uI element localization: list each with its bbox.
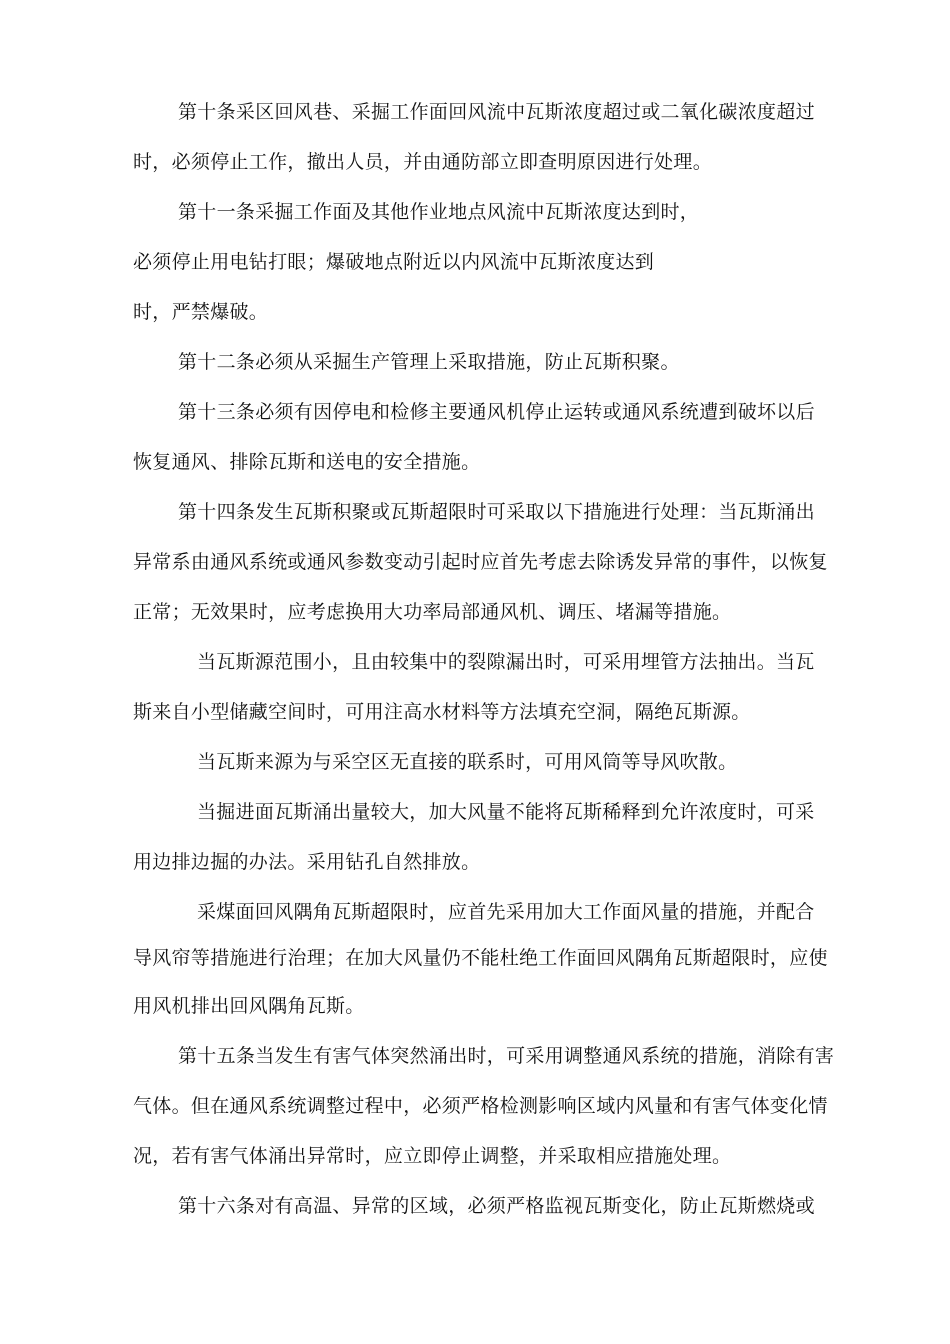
text-line-3: 第十一条采掘工作面及其他作业地点风流中瓦斯浓度达到时，: [178, 201, 700, 223]
text-line-10: 异常系由通风系统或通风参数变动引起时应首先考虑去除诱发异常的事件，以恢复: [133, 551, 828, 573]
text-line-1: 第十条采区回风巷、采掘工作面回风流中瓦斯浓度超过或二氧化碳浓度超过: [178, 101, 815, 123]
text-line-2: 时，必须停止工作，撤出人员，并由通防部立即查明原因进行处理。: [133, 151, 713, 173]
text-line-13: 斯来自小型储藏空间时，可用注高水材料等方法填充空洞，隔绝瓦斯源。: [133, 701, 751, 723]
text-line-9: 第十四条发生瓦斯积聚或瓦斯超限时可采取以下措施进行处理：当瓦斯涌出: [178, 501, 815, 523]
text-line-18: 导风帘等措施进行治理；在加大风量仍不能杜绝工作面回风隅角瓦斯超限时，应使: [133, 947, 828, 969]
text-line-12: 当瓦斯源范围小，且由较集中的裂隙漏出时，可采用埋管方法抽出。当瓦: [197, 651, 815, 673]
text-line-7: 第十三条必须有因停电和检修主要通风机停止运转或通风系统遭到破坏以后: [178, 401, 815, 423]
text-line-14: 当瓦斯来源为与采空区无直接的联系时，可用风筒等导风吹散。: [197, 751, 738, 773]
text-line-16: 用边排边掘的办法。采用钻孔自然排放。: [133, 851, 481, 873]
text-line-17: 采煤面回风隅角瓦斯超限时，应首先采用加大工作面风量的措施，并配合: [197, 901, 815, 923]
text-line-21: 气体。但在通风系统调整过程中，必须严格检测影响区域内风量和有害气体变化情: [133, 1095, 828, 1117]
text-line-6: 第十二条必须从采掘生产管理上采取措施，防止瓦斯积聚。: [178, 351, 680, 373]
text-line-23: 第十六条对有高温、异常的区域，必须严格监视瓦斯变化，防止瓦斯燃烧或: [178, 1195, 815, 1217]
text-line-4: 必须停止用电钻打眼；爆破地点附近以内风流中瓦斯浓度达到: [133, 251, 655, 273]
text-line-20: 第十五条当发生有害气体突然涌出时，可采用调整通风系统的措施，消除有害: [178, 1045, 835, 1067]
text-line-19: 用风机排出回风隅角瓦斯。: [133, 995, 365, 1017]
text-line-11: 正常；无效果时，应考虑换用大功率局部通风机、调压、堵漏等措施。: [133, 601, 732, 623]
text-line-15: 当掘进面瓦斯涌出量较大，加大风量不能将瓦斯稀释到允许浓度时，可采: [197, 801, 815, 823]
text-line-22: 况，若有害气体涌出异常时，应立即停止调整，并采取相应措施处理。: [133, 1145, 732, 1167]
text-line-5: 时，严禁爆破。: [133, 301, 269, 323]
text-line-8: 恢复通风、排除瓦斯和送电的安全措施。: [133, 451, 481, 473]
